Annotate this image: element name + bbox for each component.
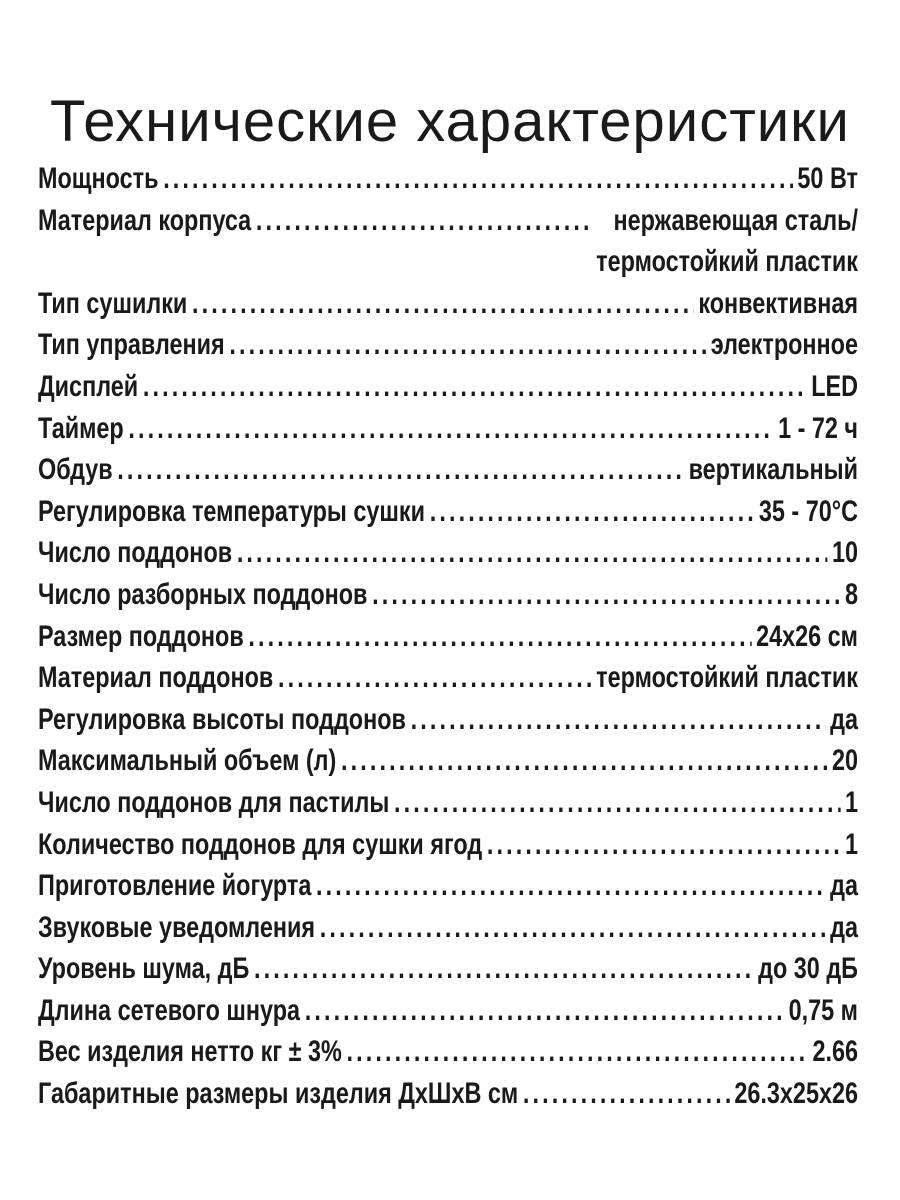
spec-value: до 30 дБ xyxy=(758,952,858,986)
spec-row-airflow xyxy=(38,449,858,491)
dot-leader xyxy=(411,699,826,741)
spec-label: Звуковые уведомления xyxy=(38,910,316,944)
spec-label: Вес изделия нетто кг ± 3% xyxy=(38,1035,342,1069)
spec-row-yogurt xyxy=(38,865,858,907)
spec-value: 50 Вт xyxy=(797,162,858,195)
dot-leader xyxy=(256,200,592,242)
spec-row-temperature xyxy=(38,491,858,533)
spec-value: да xyxy=(830,702,858,736)
spec-value: 26.3х25х26 xyxy=(734,1077,858,1111)
spec-row-tray-height-adjust xyxy=(38,699,858,741)
spec-label: Тип управления xyxy=(38,328,225,362)
spec-label: Число разборных поддонов xyxy=(38,577,368,611)
dot-leader xyxy=(163,158,793,200)
dot-leader xyxy=(523,1073,730,1115)
spec-label: Дисплей xyxy=(38,369,139,403)
dot-leader xyxy=(341,740,827,782)
spec-row-dimensions xyxy=(38,1073,858,1115)
spec-row-sound-alerts xyxy=(38,907,858,949)
dot-leader xyxy=(305,990,784,1032)
spec-value: электронное xyxy=(710,328,858,362)
spec-row-collapsible-trays xyxy=(38,574,858,616)
spec-value: да xyxy=(830,869,858,903)
spec-label: Длина сетевого шнура xyxy=(38,993,301,1027)
dot-leader xyxy=(143,366,807,408)
spec-label: Размер поддонов xyxy=(38,619,244,653)
dot-leader xyxy=(316,865,825,907)
spec-row-net-weight xyxy=(38,1031,858,1073)
spec-row-max-volume xyxy=(38,740,858,782)
spec-value-line-1: нержавеющая сталь/ xyxy=(613,203,858,237)
spec-row-tray-size xyxy=(38,616,858,658)
spec-value: 1 xyxy=(844,785,858,819)
dot-leader xyxy=(128,408,773,450)
spec-label: Приготовление йогурта xyxy=(38,869,312,903)
spec-row-power xyxy=(38,158,858,200)
spec-list xyxy=(38,158,858,1115)
spec-value: конвективная xyxy=(698,286,858,320)
spec-label: Материал поддонов xyxy=(38,661,274,695)
dot-leader xyxy=(320,907,826,949)
dot-leader xyxy=(254,948,754,990)
spec-value: 24х26 см xyxy=(756,619,858,653)
dot-leader xyxy=(192,283,694,325)
spec-row-tray-material xyxy=(38,657,858,699)
spec-label: Уровень шума, дБ xyxy=(38,952,250,986)
spec-row-berry-trays xyxy=(38,824,858,866)
dot-leader xyxy=(430,491,755,533)
page-title: Технические характеристики xyxy=(50,88,850,154)
spec-row-noise-level xyxy=(38,948,858,990)
spec-value: вертикальный xyxy=(688,453,858,487)
spec-label: Максимальный объем (л) xyxy=(38,744,337,778)
spec-label: Число поддонов для пастилы xyxy=(38,785,390,819)
spec-label: Количество поддонов для сушки ягод xyxy=(38,827,483,861)
spec-label: Тип сушилки xyxy=(38,286,188,320)
dot-leader xyxy=(117,449,684,491)
spec-value: 2.66 xyxy=(812,1035,858,1069)
spec-value: 0,75 м xyxy=(788,993,858,1027)
spec-label: Обдув xyxy=(38,453,113,487)
dot-leader xyxy=(229,324,706,366)
spec-value: 20 xyxy=(831,744,858,778)
spec-value: 35 - 70°С xyxy=(758,494,858,528)
spec-row-display xyxy=(38,366,858,408)
spec-row-timer xyxy=(38,408,858,450)
spec-value: термостойкий пластик xyxy=(596,661,858,695)
spec-row-body-material xyxy=(38,200,858,283)
spec-row-pastila-trays xyxy=(38,782,858,824)
spec-value: LED xyxy=(811,369,858,403)
spec-label: Число поддонов xyxy=(38,536,233,570)
dot-leader xyxy=(487,824,840,866)
spec-label: Таймер xyxy=(38,411,124,445)
spec-value: да xyxy=(830,910,858,944)
spec-value-line-2: термостойкий пластик xyxy=(596,245,858,279)
dot-leader xyxy=(248,616,751,658)
dot-leader xyxy=(372,574,840,616)
dot-leader xyxy=(394,782,840,824)
spec-label: Габаритные размеры изделия ДхШхВ см xyxy=(38,1077,519,1111)
spec-value: 10 xyxy=(831,536,858,570)
spec-value xyxy=(596,200,858,283)
spec-row-dryer-type xyxy=(38,283,858,325)
spec-value: 1 - 72 ч xyxy=(778,411,858,445)
dot-leader xyxy=(278,657,592,699)
spec-label: Регулировка температуры сушки xyxy=(38,494,426,528)
spec-label: Регулировка высоты поддонов xyxy=(38,702,406,736)
spec-row-tray-count xyxy=(38,532,858,574)
dot-leader xyxy=(346,1031,807,1073)
spec-label: Мощность xyxy=(38,162,159,195)
dot-leader xyxy=(237,532,827,574)
spec-label: Материал корпуса xyxy=(38,203,252,237)
spec-value: 8 xyxy=(844,577,858,611)
spec-value: 1 xyxy=(844,827,858,861)
spec-row-cord-length xyxy=(38,990,858,1032)
spec-row-control-type xyxy=(38,324,858,366)
